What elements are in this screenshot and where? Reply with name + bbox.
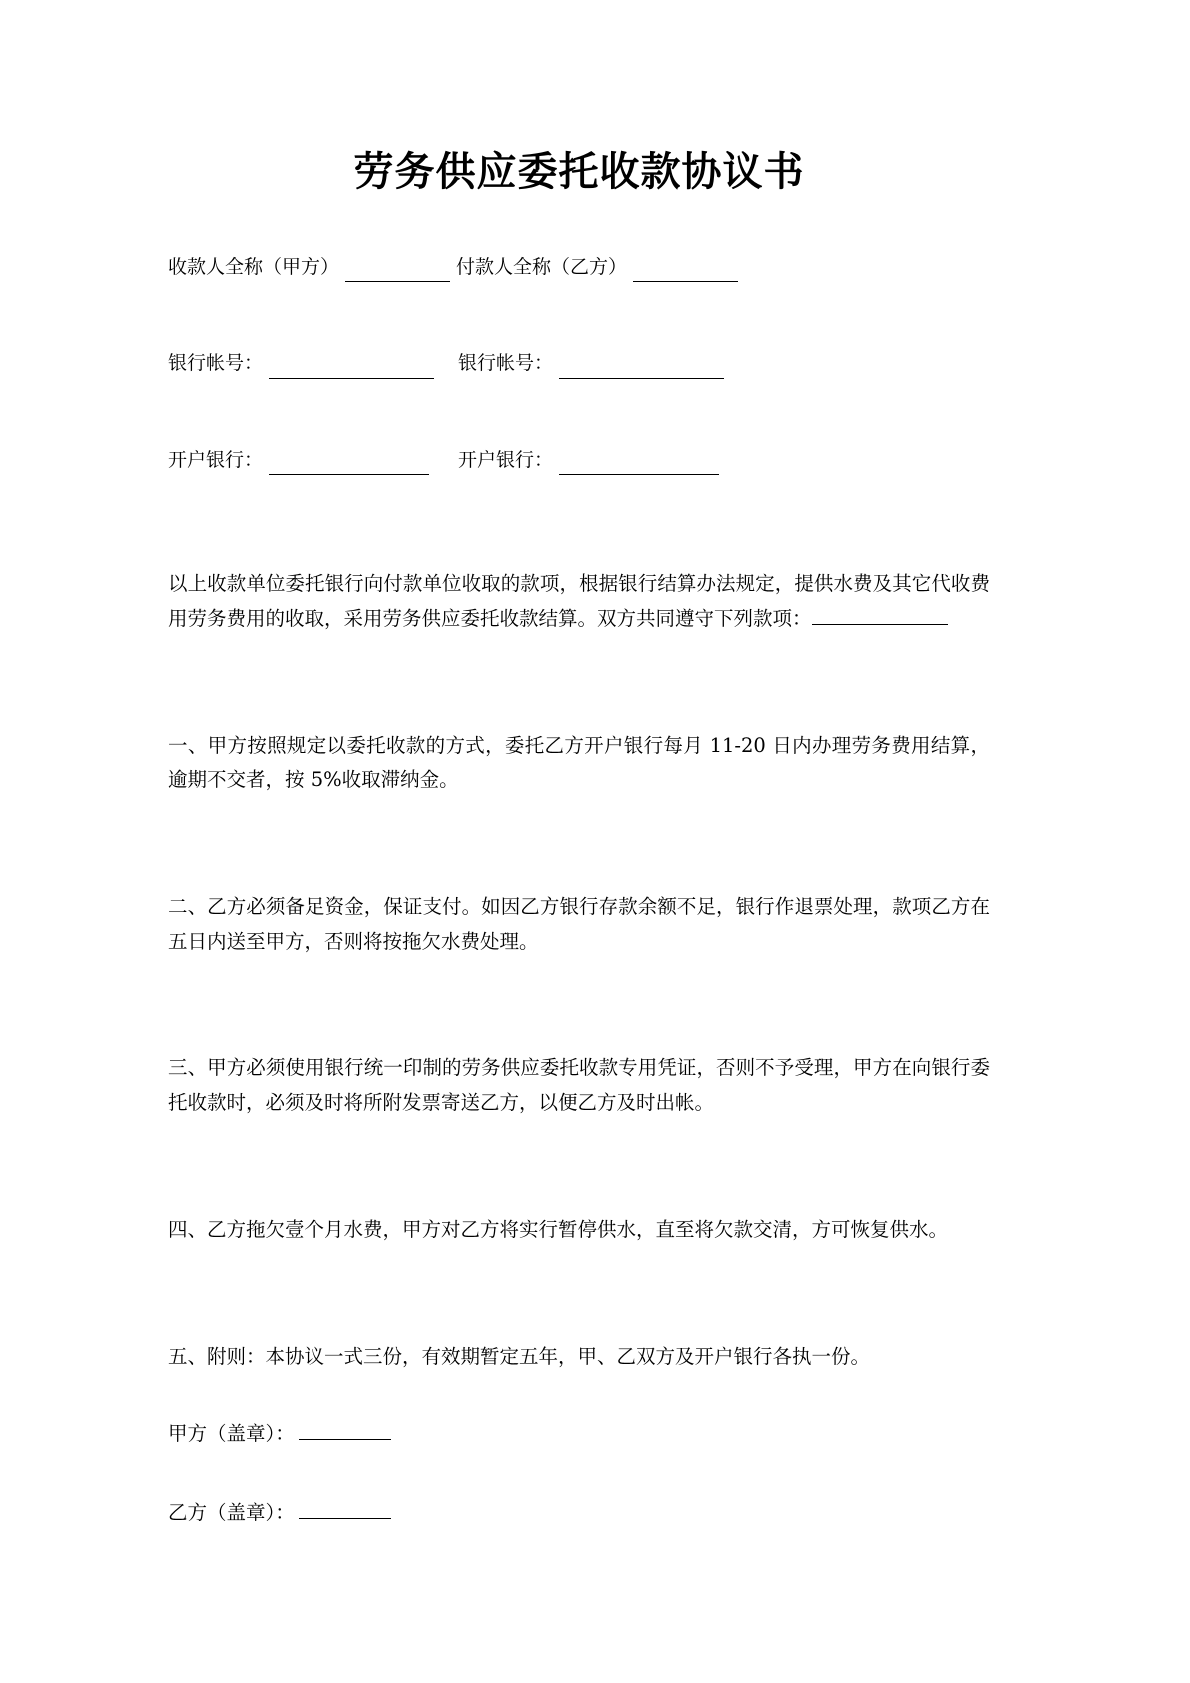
- payer-name-field[interactable]: [456, 252, 738, 282]
- payer-account-label: 银行帐号：: [458, 352, 554, 375]
- payee-bank-label: 开户银行：: [168, 448, 264, 471]
- payee-account-input[interactable]: [269, 361, 434, 379]
- payer-name-label: 付款人全称（乙方）: [456, 256, 628, 278]
- payer-account-input[interactable]: [559, 361, 724, 379]
- payee-name-input[interactable]: [345, 264, 450, 282]
- payer-bank-label: 开户银行：: [458, 448, 554, 471]
- payee-account-label: 银行帐号：: [168, 352, 264, 375]
- party-a-seal-label: 甲方（盖章）：: [168, 1422, 295, 1446]
- clause-2: 二、乙方必须备足资金，保证支付。如因乙方银行存款余额不足，银行作退票处理，款项乙方在五日内送至甲方，否则将按拖欠水费处理。: [168, 894, 990, 953]
- document-content: [168, 0, 990, 1529]
- clause-3: 三、甲方必须使用银行统一印制的劳务供应委托收款专用凭证，否则不予受理，甲方在向银行委托收款时，必须及时将所附发票寄送乙方，以便乙方及时出帐。: [168, 1056, 990, 1115]
- page-title: 劳务供应委托收款协议书: [353, 149, 805, 195]
- intro-trailing-input[interactable]: [812, 609, 904, 625]
- party-b-seal-label: 乙方（盖章）：: [168, 1501, 295, 1525]
- payer-bank-field[interactable]: [458, 445, 719, 475]
- payer-account-field[interactable]: [458, 348, 724, 378]
- clause-5: 五、附则：本协议一式三份，有效期暂定五年，甲、乙双方及开户银行各执一份。: [168, 1344, 871, 1368]
- payer-name-input[interactable]: [633, 264, 738, 282]
- intro-paragraph: [168, 567, 990, 636]
- intro-paragraph-text: 以上收款单位委托银行向付款单位收取的款项，根据银行结算办法规定，提供水费及其它代收费用劳务费用的收取，采用劳务供应委托收款结算。双方共同遵守下列款项：: [168, 572, 990, 630]
- payee-bank-input[interactable]: [269, 457, 429, 475]
- party-b-seal-input[interactable]: [299, 1502, 391, 1519]
- clause-4: 四、乙方拖欠壹个月水费，甲方对乙方将实行暂停供水，直至将欠款交清，方可恢复供水。: [168, 1217, 949, 1241]
- form-row-opening-bank: [168, 445, 990, 475]
- signature-row-party-a: [168, 1418, 990, 1449]
- payee-name-field[interactable]: [168, 252, 456, 282]
- payee-name-label: 收款人全称（甲方）: [168, 256, 340, 278]
- payee-account-field[interactable]: [168, 348, 458, 378]
- clause-1: 一、甲方按照规定以委托收款的方式，委托乙方开户银行每月 11-20 日内办理劳务费用结算，逾期不交者，按 5%收取滞纳金。: [168, 733, 990, 792]
- party-information-form: [168, 252, 990, 475]
- form-row-bank-account: [168, 348, 990, 378]
- signature-row-party-b: [168, 1497, 990, 1528]
- payee-bank-field[interactable]: [168, 445, 458, 475]
- payer-bank-input[interactable]: [559, 457, 719, 475]
- party-a-seal-input[interactable]: [299, 1423, 391, 1440]
- signature-block: [168, 1418, 990, 1528]
- form-row-full-name: [168, 252, 990, 282]
- intro-trailing-input-continued[interactable]: [904, 609, 948, 625]
